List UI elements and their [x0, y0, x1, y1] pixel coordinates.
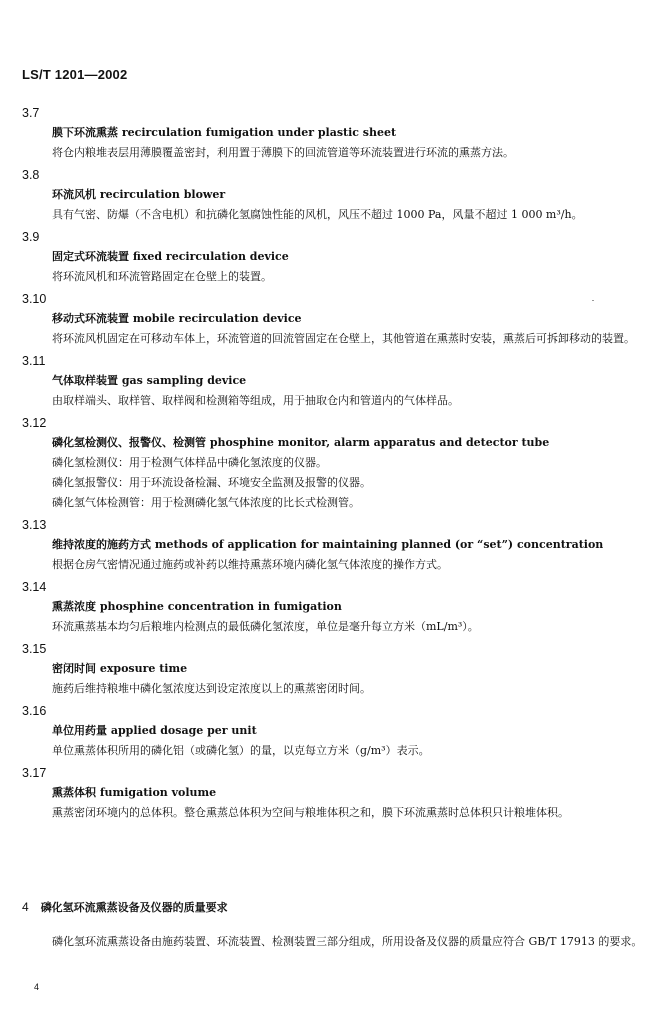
definition-entry: [22, 290, 652, 349]
definition-entry: [22, 166, 652, 225]
term-heading: 磷化氢检测仪、报警仪、检测管 phosphine monitor, alarm apparatus and detector tube: [52, 436, 550, 449]
definitions-list: [22, 104, 652, 823]
term-heading: 环流风机 recirculation blower: [52, 188, 226, 201]
definition-entry: [22, 516, 652, 575]
definition-line: 磷化氢检测仪：用于检测气体样品中磷化氢浓度的仪器。: [52, 456, 327, 469]
term-definition: 将仓内粮堆表层用薄膜覆盖密封，利用置于薄膜下的回流管道等环流装置进行环流的熏蒸方法。: [52, 146, 514, 159]
clause-number: 3.13: [22, 518, 47, 532]
term-heading: 维持浓度的施药方式 methods of application for maintaining planned (or “set”) concentration: [52, 538, 604, 551]
term-definition: 根据仓房气密情况通过施药或补药以维持熏蒸环境内磷化氢气体浓度的操作方式。: [52, 558, 448, 571]
definition-line: 磷化氢气体检测管：用于检测磷化氢气体浓度的比长式检测管。: [52, 496, 360, 509]
clause-number: 3.10: [22, 292, 47, 306]
section-title: 磷化氢环流熏蒸设备及仪器的质量要求: [40, 901, 228, 914]
term-heading: 熏蒸体积 fumigation volume: [52, 786, 217, 799]
term-heading: 熏蒸浓度 phosphine concentration in fumigation: [52, 600, 342, 613]
definition-entry: [22, 578, 652, 637]
term-definition: 环流熏蒸基本均匀后粮堆内检测点的最低磷化氢浓度，单位是毫升每立方米（mL/m³）。: [52, 620, 479, 633]
clause-number: 3.11: [22, 354, 46, 368]
definition-entry: [22, 414, 652, 513]
page-number: 4: [34, 982, 40, 992]
term-heading: 膜下环流熏蒸 recirculation fumigation under plastic sheet: [52, 126, 397, 139]
clause-number: 3.12: [22, 416, 47, 430]
scan-speck: [592, 300, 594, 301]
clause-number: 3.7: [22, 106, 40, 120]
definition-line: 磷化氢报警仪：用于环流设备检漏、环境安全监测及报警的仪器。: [52, 476, 371, 489]
definition-entry: [22, 104, 652, 163]
term-definition: 将环流风机和环流管路固定在仓壁上的装置。: [52, 270, 272, 283]
definition-entry: [22, 764, 652, 823]
definition-entry: [22, 640, 652, 699]
term-definition: 熏蒸密闭环境内的总体积。整仓熏蒸总体积为空间与粮堆体积之和，膜下环流熏蒸时总体积只计粮堆体积。: [52, 806, 569, 819]
term-heading: 单位用药量 applied dosage per unit: [52, 724, 257, 737]
definition-entry: [22, 702, 652, 761]
term-definition: 施药后维持粮堆中磷化氢浓度达到设定浓度以上的熏蒸密闭时间。: [52, 682, 371, 695]
section-heading: [22, 897, 652, 917]
document-id-header: LS/T 1201—2002: [22, 67, 128, 82]
term-heading: 固定式环流装置 fixed recirculation device: [52, 250, 289, 263]
section-number: 4: [22, 900, 29, 914]
term-heading: 移动式环流装置 mobile recirculation device: [52, 312, 302, 325]
definition-entry: [22, 352, 652, 411]
term-definition: 单位熏蒸体积所用的磷化铝（或磷化氢）的量，以克每立方米（g/m³）表示。: [52, 744, 430, 757]
clause-number: 3.15: [22, 642, 47, 656]
section-4: [22, 897, 652, 964]
clause-number: 3.17: [22, 766, 47, 780]
term-heading: 气体取样装置 gas sampling device: [52, 374, 247, 387]
clause-number: 3.9: [22, 230, 40, 244]
term-definition: 具有气密、防爆（不含电机）和抗磷化氢腐蚀性能的风机，风压不超过 1000 Pa，风量不超过 1 000 m³/h。: [52, 208, 583, 221]
definition-entry: [22, 228, 652, 287]
term-definition: 将环流风机固定在可移动车体上，环流管道的回流管固定在仓壁上，其他管道在熏蒸时安装，熏蒸后可拆卸移动的装置。: [52, 332, 635, 345]
clause-number: 3.8: [22, 168, 40, 182]
term-definition: 由取样端头、取样管、取样阀和检测箱等组成，用于抽取仓内和管道内的气体样品。: [52, 394, 459, 407]
section-body: 磷化氢环流熏蒸设备由施药装置、环流装置、检测装置三部分组成，所用设备及仪器的质量应符合 GB/T 17913 的要求。: [52, 935, 643, 948]
clause-number: 3.14: [22, 580, 47, 594]
term-heading: 密闭时间 exposure time: [52, 662, 188, 675]
clause-number: 3.16: [22, 704, 47, 718]
